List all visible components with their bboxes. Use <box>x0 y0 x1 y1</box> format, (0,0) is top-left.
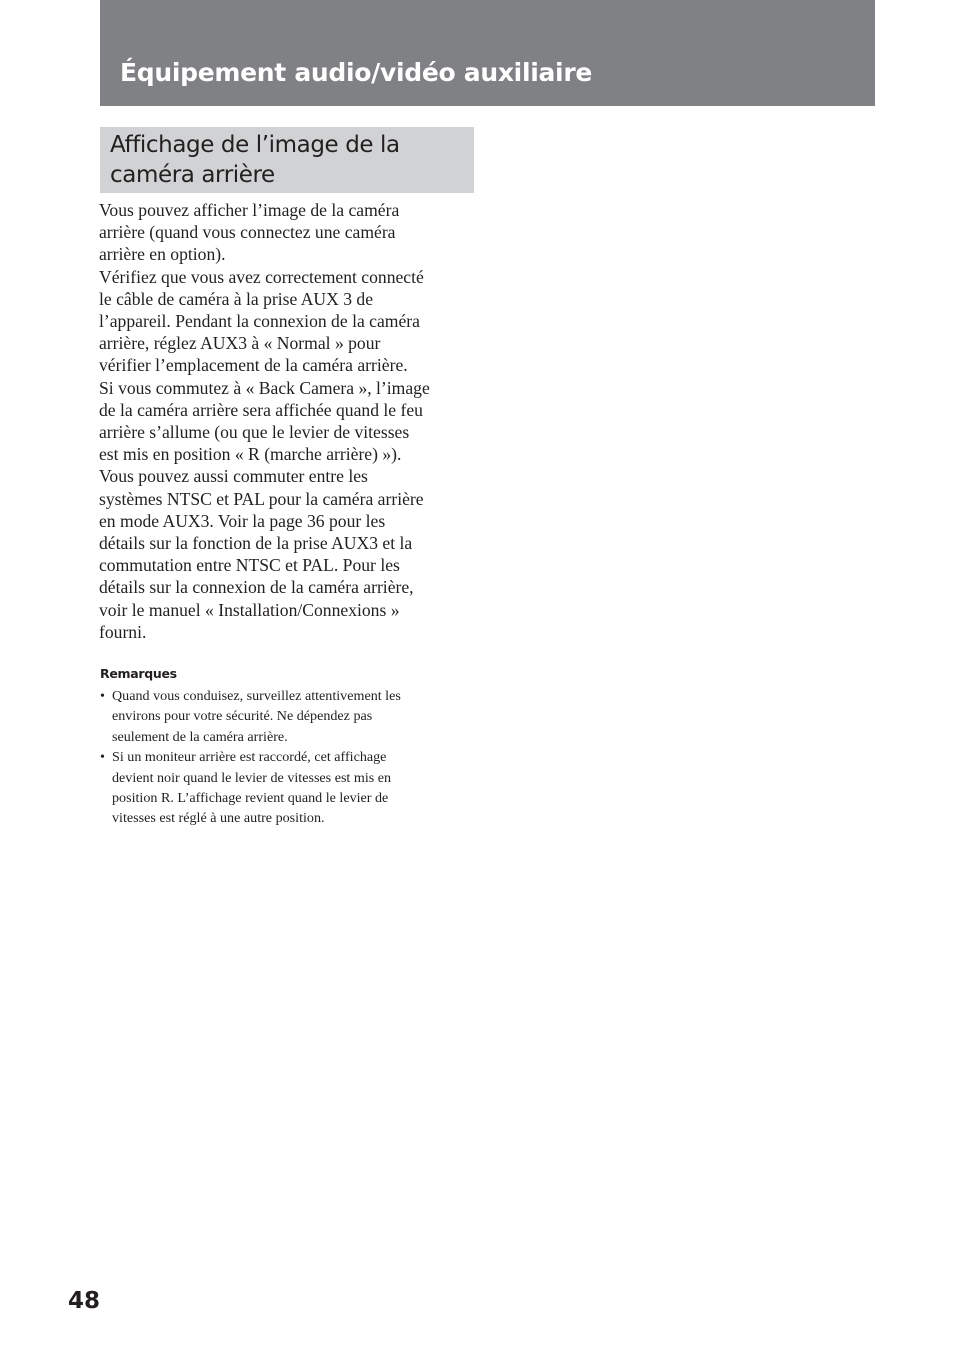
remark-item <box>100 747 480 828</box>
section-title-line: Affichage de l’image de la <box>110 132 400 158</box>
body-line: Vous pouvez afficher l’image de la caméra <box>99 200 400 220</box>
body-line: fourni. <box>99 621 147 642</box>
body-line: commutation entre NTSC et PAL. Pour les <box>99 555 400 576</box>
body-line: l’appareil. Pendant la connexion de la caméra <box>99 311 420 332</box>
remark-line: seulement de la caméra arrière. <box>112 728 288 745</box>
remark-line: Si un moniteur arrière est raccordé, cet affichage <box>112 749 387 766</box>
remark-line: position R. L’affichage revient quand le levier de <box>112 789 389 806</box>
body-line: Vérifiez que vous avez correctement connecté <box>99 266 424 287</box>
remarks-list <box>100 686 480 829</box>
body-line: arrière, réglez AUX3 à « Normal » pour <box>99 333 381 354</box>
body-line: arrière (quand vous connectez une caméra <box>99 222 396 243</box>
body-line: Si vous commutez à « Back Camera », l’image <box>99 377 430 398</box>
body-line: est mis en position « R (marche arrière) »). <box>99 444 402 465</box>
remark-item <box>100 686 480 747</box>
section-title <box>110 130 400 190</box>
page-number: 48 <box>68 1288 101 1314</box>
remark-line: environs pour votre sécurité. Ne dépendez pas <box>112 708 373 725</box>
body-line: vérifier l’emplacement de la caméra arrière. <box>99 355 408 376</box>
chapter-header-band <box>100 0 875 106</box>
body-line: détails sur la fonction de la prise AUX3 et la <box>99 533 413 554</box>
body-line: arrière en option). <box>99 244 226 265</box>
remark-line: devient noir quand le levier de vitesses est mis en <box>112 769 392 786</box>
remark-line: Quand vous conduisez, surveillez attentivement les <box>112 688 401 704</box>
body-line: de la caméra arrière sera affichée quand le feu <box>99 399 423 420</box>
body-line: Vous pouvez aussi commuter entre les <box>99 466 368 487</box>
remark-line: vitesses est réglé à une autre position. <box>112 810 325 827</box>
bullet-icon: • <box>100 749 105 766</box>
body-paragraph <box>99 199 479 643</box>
chapter-title: Équipement audio/vidéo auxiliaire <box>120 58 593 87</box>
section-title-line: caméra arrière <box>110 162 275 188</box>
body-line: détails sur la connexion de la caméra arrière, <box>99 577 414 598</box>
body-line: arrière s’allume (ou que le levier de vitesses <box>99 422 410 443</box>
body-line: en mode AUX3. Voir la page 36 pour les <box>99 510 386 531</box>
body-line: voir le manuel « Installation/Connexions » <box>99 599 400 620</box>
body-line: systèmes NTSC et PAL pour la caméra arrière <box>99 488 424 509</box>
section-heading-box <box>100 127 474 193</box>
remarks-heading: Remarques <box>100 666 177 681</box>
bullet-icon: • <box>100 688 105 704</box>
body-line: le câble de caméra à la prise AUX 3 de <box>99 288 374 309</box>
